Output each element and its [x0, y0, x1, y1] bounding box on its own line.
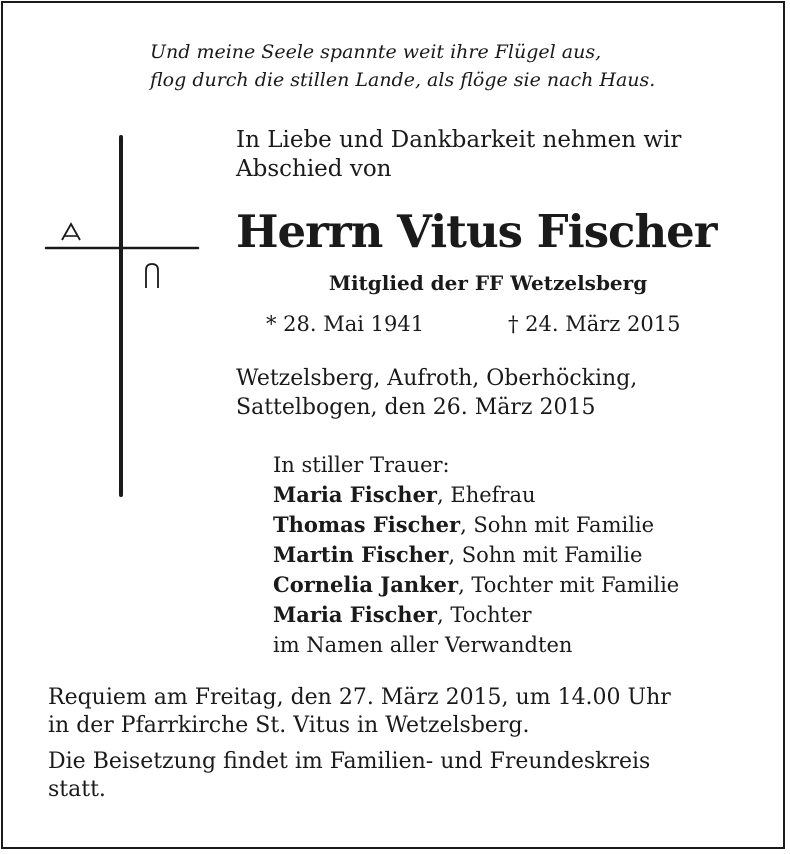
- list-item: [273, 600, 773, 630]
- mourners-heading: In stiller Trauer:: [273, 453, 450, 477]
- birth-date: * 28. Mai 1941: [266, 312, 425, 336]
- place-and-date: [236, 364, 756, 422]
- intro-line-1: In Liebe und Dankbarkeit nehmen wir: [236, 127, 682, 153]
- mourner-name: Martin Fischer: [273, 542, 449, 567]
- omega-icon: [146, 264, 158, 288]
- list-item: [273, 480, 773, 510]
- motto-line-2: flog durch die stillen Lande, als flöge sie nach Haus.: [150, 69, 656, 91]
- mourner-relation: , Tochter mit Familie: [458, 573, 680, 597]
- mourners-closing: im Namen aller Verwandten: [273, 633, 573, 657]
- alpha-icon: [62, 224, 80, 240]
- mourner-relation: , Ehefrau: [437, 483, 536, 507]
- requiem-info: [48, 684, 768, 740]
- membership-line: Mitglied der FF Wetzelsberg: [328, 271, 648, 295]
- place-line-2: Sattelbogen, den 26. März 2015: [236, 395, 596, 420]
- burial-line-1: Die Beisetzung findet im Familien- und Freundeskreis: [48, 749, 651, 774]
- mourner-relation: , Sohn mit Familie: [460, 513, 655, 537]
- list-item: [273, 540, 773, 570]
- death-date: † 24. März 2015: [508, 312, 681, 336]
- burial-line-2: statt.: [48, 777, 106, 802]
- intro-text: [236, 126, 756, 184]
- mourner-name: Maria Fischer: [273, 602, 438, 627]
- burial-info: [48, 748, 768, 804]
- mourner-name: Maria Fischer: [273, 482, 438, 507]
- mourner-relation: , Sohn mit Familie: [448, 543, 643, 567]
- mourner-relation: , Tochter: [437, 603, 532, 627]
- mourner-name: Thomas Fischer: [273, 512, 461, 537]
- motto-line-1: Und meine Seele spannte weit ihre Flügel aus,: [150, 41, 602, 63]
- mourner-name: Cornelia Janker: [273, 572, 459, 597]
- intro-line-2: Abschied von: [236, 156, 392, 182]
- list-item: [273, 510, 773, 540]
- place-line-1: Wetzelsberg, Aufroth, Oberhöcking,: [236, 366, 638, 391]
- mourners-list: [273, 450, 773, 660]
- requiem-line-1: Requiem am Freitag, den 27. März 2015, um 14.00 Uhr: [48, 685, 671, 710]
- deceased-name: Herrn Vitus Fischer: [236, 205, 717, 258]
- list-item: [273, 570, 773, 600]
- requiem-line-2: in der Pfarrkirche St. Vitus in Wetzelsberg.: [48, 713, 530, 738]
